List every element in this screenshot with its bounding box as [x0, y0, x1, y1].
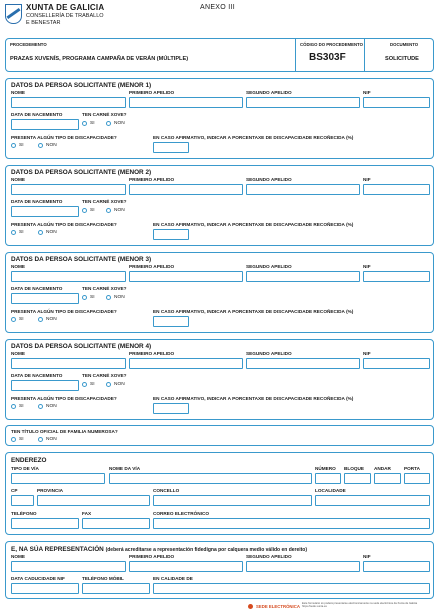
telefono-input[interactable]	[11, 518, 79, 529]
porcentaxe-input[interactable]	[153, 316, 189, 327]
applicant-section-1	[5, 78, 434, 159]
fax-label: FAX	[82, 511, 92, 516]
porcentaxe-label: EN CASO AFIRMATIVO, INDICAR A PORCENTAXE DE DISCAPACIDADE RECOÑECIDA (%)	[153, 135, 354, 140]
discapacidade-non-radio[interactable]: NON	[38, 404, 57, 409]
rep-en-calidade-input[interactable]	[153, 583, 430, 594]
tipo-via-label: TIPO DE VÍA	[11, 466, 39, 471]
sede-electronica-icon	[248, 604, 253, 609]
nome-label: NOME	[11, 351, 26, 356]
primeiro-apelido-label: PRIMEIRO APELIDO	[129, 351, 175, 356]
org-department-2: E BENESTAR	[26, 20, 61, 26]
enderezo-section	[5, 452, 434, 535]
discapacidade-non-radio[interactable]: NON	[38, 230, 57, 235]
enderezo-title: ENDEREZO	[11, 457, 47, 464]
rep-segundo-apelido-label: SEGUNDO APELIDO	[246, 554, 292, 559]
porta-label: PORTA	[404, 466, 421, 471]
primeiro-apelido-input[interactable]	[129, 184, 243, 195]
rep-telefono-movil-input[interactable]	[82, 583, 150, 594]
porcentaxe-input[interactable]	[153, 142, 189, 153]
rep-telefono-movil-label: TELÉFONO MÓBIL	[82, 576, 124, 581]
carne-xove-non-radio[interactable]: NON	[106, 295, 125, 300]
applicant-title: DATOS DA PERSOA SOLICITANTE (MENOR 2)	[11, 169, 152, 176]
porcentaxe-input[interactable]	[153, 229, 189, 240]
org-department: CONSELLERÍA DE TRABALLO	[26, 13, 104, 19]
discapacidade-label: PRESENTA ALGÚN TIPO DE DISCAPACIDADE?	[11, 309, 117, 314]
carne-xove-si-radio[interactable]: SI	[82, 121, 95, 126]
nif-input[interactable]	[363, 184, 430, 195]
rep-nif-input[interactable]	[363, 561, 430, 572]
carne-xove-si-radio[interactable]: SI	[82, 208, 95, 213]
nif-input[interactable]	[363, 97, 430, 108]
discapacidade-si-radio[interactable]: SI	[11, 230, 24, 235]
nome-via-label: NOME DA VÍA	[109, 466, 141, 471]
rep-primeiro-apelido-label: PRIMEIRO APELIDO	[129, 554, 175, 559]
footer-note: Este formulario só poderá presentarse electronicamente na sede electrónica da Xunta de Galicia https://sede.xunta.es	[302, 602, 418, 609]
discapacidade-non-radio[interactable]: NON	[38, 143, 57, 148]
discapacidade-label: PRESENTA ALGÚN TIPO DE DISCAPACIDADE?	[11, 222, 117, 227]
procedure-header	[5, 38, 434, 72]
carne-xove-si-radio[interactable]: SI	[82, 295, 95, 300]
applicant-section-4	[5, 339, 434, 420]
data-nacemento-input[interactable]	[11, 206, 79, 217]
procedure-label: PROCEDEMENTO	[10, 42, 47, 47]
nome-input[interactable]	[11, 97, 126, 108]
concello-label: CONCELLO	[153, 488, 180, 493]
familia-si-radio[interactable]: SI	[11, 437, 24, 442]
nome-label: NOME	[11, 90, 26, 95]
porta-input[interactable]	[404, 473, 430, 484]
numero-label: NÚMERO	[315, 466, 336, 471]
familia-numerosa-label: TEN TÍTULO OFICIAL DE FAMILIA NUMEROSA?	[11, 429, 118, 434]
representacion-title: E, NA SÚA REPRESENTACIÓN (deberá acreditarse a representación fidedigna por calquera medio válido en dereito)	[11, 546, 308, 553]
correo-label: CORREO ELECTRÓNICO	[153, 511, 209, 516]
data-nacemento-input[interactable]	[11, 293, 79, 304]
carne-xove-label: TEN CARNÉ XOVE?	[82, 373, 127, 378]
rep-en-calidade-label: EN CALIDADE DE	[153, 576, 193, 581]
discapacidade-si-radio[interactable]: SI	[11, 404, 24, 409]
nome-input[interactable]	[11, 358, 126, 369]
nome-label: NOME	[11, 264, 26, 269]
correo-input[interactable]	[153, 518, 430, 529]
rep-data-caducidade-input[interactable]	[11, 583, 79, 594]
nome-input[interactable]	[11, 184, 126, 195]
concello-input[interactable]	[153, 495, 312, 506]
segundo-apelido-input[interactable]	[246, 358, 360, 369]
applicant-section-3	[5, 252, 434, 333]
nif-label: NIF	[363, 264, 371, 269]
procedure-value: PRAZAS XUVENÍS, PROGRAMA CAMPAÑA DE VERÁN (MÚLTIPLE)	[10, 56, 189, 62]
bloque-label: BLOQUE	[344, 466, 365, 471]
document-value: SOLICITUDE	[385, 56, 419, 62]
rep-nome-label: NOME	[11, 554, 26, 559]
primeiro-apelido-input[interactable]	[129, 97, 243, 108]
carne-xove-label: TEN CARNÉ XOVE?	[82, 199, 127, 204]
porcentaxe-label: EN CASO AFIRMATIVO, INDICAR A PORCENTAXE DE DISCAPACIDADE RECOÑECIDA (%)	[153, 222, 354, 227]
carne-xove-non-radio[interactable]: NON	[106, 208, 125, 213]
porcentaxe-label: EN CASO AFIRMATIVO, INDICAR A PORCENTAXE DE DISCAPACIDADE RECOÑECIDA (%)	[153, 309, 354, 314]
nome-via-input[interactable]	[109, 473, 312, 484]
data-nacemento-label: DATA DE NACEMENTO	[11, 373, 63, 378]
carne-xove-non-radio[interactable]: NON	[106, 121, 125, 126]
document-label: DOCUMENTO	[390, 42, 419, 47]
sede-electronica-label: SEDE ELECTRÓNICA	[256, 604, 300, 609]
nif-label: NIF	[363, 177, 371, 182]
rep-primeiro-apelido-input[interactable]	[129, 561, 243, 572]
segundo-apelido-label: SEGUNDO APELIDO	[246, 90, 292, 95]
primeiro-apelido-input[interactable]	[129, 271, 243, 282]
rep-nif-label: NIF	[363, 554, 371, 559]
primeiro-apelido-input[interactable]	[129, 358, 243, 369]
rep-segundo-apelido-input[interactable]	[246, 561, 360, 572]
nif-input[interactable]	[363, 358, 430, 369]
andar-label: ANDAR	[374, 466, 391, 471]
numero-input[interactable]	[315, 473, 341, 484]
nif-label: NIF	[363, 351, 371, 356]
nome-label: NOME	[11, 177, 26, 182]
primeiro-apelido-label: PRIMEIRO APELIDO	[129, 177, 175, 182]
carne-xove-si-radio[interactable]: SI	[82, 382, 95, 387]
org-name: XUNTA DE GALICIA	[26, 3, 105, 12]
data-nacemento-input[interactable]	[11, 380, 79, 391]
nome-input[interactable]	[11, 271, 126, 282]
familia-non-radio[interactable]: NON	[38, 437, 57, 442]
annex-title: ANEXO III	[200, 4, 235, 11]
primeiro-apelido-label: PRIMEIRO APELIDO	[129, 90, 175, 95]
segundo-apelido-input[interactable]	[246, 97, 360, 108]
cp-input[interactable]	[11, 495, 34, 506]
rep-nome-input[interactable]	[11, 561, 126, 572]
applicant-title: DATOS DA PERSOA SOLICITANTE (MENOR 1)	[11, 82, 152, 89]
carne-xove-non-radio[interactable]: NON	[106, 382, 125, 387]
andar-input[interactable]	[374, 473, 401, 484]
provincia-label: PROVINCIA	[37, 488, 64, 493]
rep-data-caducidade-label: DATA CADUCIDADE NIF	[11, 576, 65, 581]
discapacidade-non-radio[interactable]: NON	[38, 317, 57, 322]
discapacidade-label: PRESENTA ALGÚN TIPO DE DISCAPACIDADE?	[11, 396, 117, 401]
segundo-apelido-label: SEGUNDO APELIDO	[246, 264, 292, 269]
localidade-label: LOCALIDADE	[315, 488, 346, 493]
cp-label: CP	[11, 488, 18, 493]
nif-input[interactable]	[363, 271, 430, 282]
segundo-apelido-input[interactable]	[246, 184, 360, 195]
nif-label: NIF	[363, 90, 371, 95]
data-nacemento-input[interactable]	[11, 119, 79, 130]
discapacidade-si-radio[interactable]: SI	[11, 317, 24, 322]
segundo-apelido-label: SEGUNDO APELIDO	[246, 177, 292, 182]
discapacidade-label: PRESENTA ALGÚN TIPO DE DISCAPACIDADE?	[11, 135, 117, 140]
code-value: BS303F	[309, 52, 346, 63]
porcentaxe-label: EN CASO AFIRMATIVO, INDICAR A PORCENTAXE DE DISCAPACIDADE RECOÑECIDA (%)	[153, 396, 354, 401]
xunta-logo-icon	[5, 4, 22, 24]
data-nacemento-label: DATA DE NACEMENTO	[11, 112, 63, 117]
data-nacemento-label: DATA DE NACEMENTO	[11, 199, 63, 204]
discapacidade-si-radio[interactable]: SI	[11, 143, 24, 148]
telefono-label: TELÉFONO	[11, 511, 37, 516]
provincia-input[interactable]	[37, 495, 150, 506]
carne-xove-label: TEN CARNÉ XOVE?	[82, 112, 127, 117]
bloque-input[interactable]	[344, 473, 371, 484]
familia-numerosa-section	[5, 425, 434, 446]
code-label: CÓDIGO DO PROCEDEMENTO	[300, 42, 363, 47]
representacion-section	[5, 541, 434, 599]
localidade-input[interactable]	[315, 495, 430, 506]
data-nacemento-label: DATA DE NACEMENTO	[11, 286, 63, 291]
fax-input[interactable]	[82, 518, 150, 529]
segundo-apelido-label: SEGUNDO APELIDO	[246, 351, 292, 356]
applicant-title: DATOS DA PERSOA SOLICITANTE (MENOR 4)	[11, 343, 152, 350]
applicant-section-2	[5, 165, 434, 246]
tipo-via-input[interactable]	[11, 473, 105, 484]
carne-xove-label: TEN CARNÉ XOVE?	[82, 286, 127, 291]
primeiro-apelido-label: PRIMEIRO APELIDO	[129, 264, 175, 269]
porcentaxe-input[interactable]	[153, 403, 189, 414]
applicant-title: DATOS DA PERSOA SOLICITANTE (MENOR 3)	[11, 256, 152, 263]
segundo-apelido-input[interactable]	[246, 271, 360, 282]
